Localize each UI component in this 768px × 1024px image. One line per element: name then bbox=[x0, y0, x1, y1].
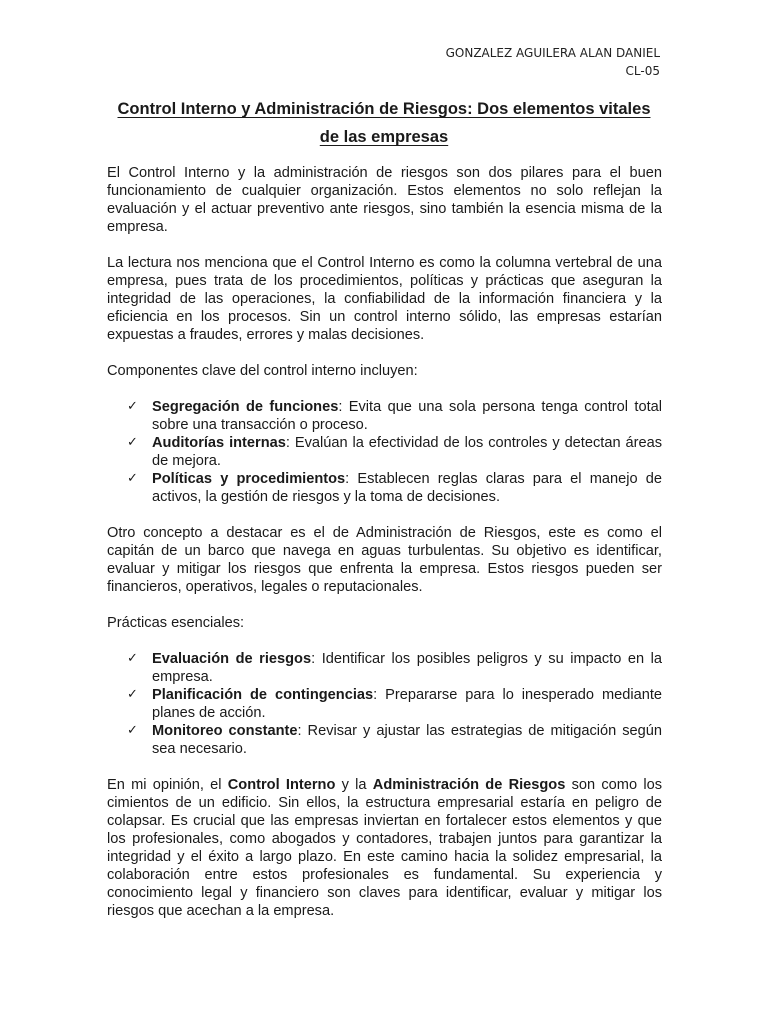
document-title: Control Interno y Administración de Riesgos: Dos elementos vitales de las empresas bbox=[117, 100, 651, 146]
conclusion-term: Administración de Riesgos bbox=[372, 777, 566, 793]
conclusion-text: En mi opinión, el bbox=[107, 777, 228, 793]
list-item-text: : Evita que una sola persona tenga control total sobre una transacción o proceso. bbox=[152, 399, 662, 433]
control-interno-paragraph: La lectura nos menciona que el Control Interno es como la columna vertebral de una empresa, pues trata de los procedimientos, políticas y prácticas que aseguran la integridad de las operaciones, la confiabilidad de la información financiera y la eficiencia en los procesos. Sin un control interno sólido, las empresas estarían expuestas a fraudes, errores y malas decisiones. bbox=[107, 255, 662, 343]
list-item bbox=[127, 470, 662, 506]
conclusion-term: Control Interno bbox=[227, 777, 336, 793]
conclusion-text: y la bbox=[335, 777, 373, 793]
check-mark-icon: ✓ bbox=[127, 399, 138, 414]
conclusion-paragraph bbox=[107, 776, 662, 920]
list-item-text: : Establecen reglas claras para el manejo de activos, la gestión de riesgos y la toma de decisiones. bbox=[152, 471, 662, 505]
list-item-text: : Evalúan la efectividad de los controles y detectan áreas de mejora. bbox=[152, 435, 662, 469]
check-mark-icon: ✓ bbox=[127, 651, 138, 666]
list-item-text: : Prepararse para lo inesperado mediante planes de acción. bbox=[152, 687, 662, 721]
conclusion-text: son como los cimientos de un edificio. Sin ellos, la estructura empresarial estaría en peligro de colapsar. Es crucial que las empresas inviertan en fortalecer estos elementos y que los profesionales, como abogados y contadores, trabajen juntos para garantizar la integridad y el éxito a largo plazo. En este camino hacia la solidez empresarial, la colaboración entre estos profesionales es fundamental. Su experiencia y conocimiento legal y financiero son claves para identificar, evaluar y mitigar los riesgos que acechan a la empresa. bbox=[107, 777, 662, 919]
author-name: GONZALEZ AGUILERA ALAN DANIEL bbox=[445, 46, 660, 60]
document-header bbox=[446, 44, 660, 80]
components-list bbox=[107, 398, 662, 506]
components-intro: Componentes clave del control interno incluyen: bbox=[107, 363, 418, 379]
list-item-term: Políticas y procedimientos bbox=[152, 471, 346, 487]
list-item-term: Evaluación de riesgos bbox=[152, 651, 312, 667]
check-mark-icon: ✓ bbox=[127, 687, 138, 702]
list-item bbox=[127, 686, 662, 722]
list-item bbox=[127, 650, 663, 686]
practices-list bbox=[107, 650, 662, 758]
riesgos-paragraph: Otro concepto a destacar es el de Administración de Riesgos, este es como el capitán de un barco que navega en aguas turbulentas. Su objetivo es identificar, evaluar y mitigar los riesgos que enfrenta la empresa. Estos riesgos pueden ser financieros, operativos, legales o reputacionales. bbox=[107, 525, 662, 595]
list-item-term: Auditorías internas bbox=[152, 435, 286, 451]
list-item bbox=[127, 434, 662, 470]
list-item-text: : Revisar y ajustar las estrategias de mitigación según sea necesario. bbox=[152, 723, 663, 757]
practices-intro: Prácticas esenciales: bbox=[107, 615, 245, 631]
list-item bbox=[127, 722, 663, 758]
check-mark-icon: ✓ bbox=[127, 471, 138, 486]
list-item bbox=[127, 398, 662, 434]
list-item-term: Monitoreo constante bbox=[152, 723, 298, 739]
list-item-text: : Identificar los posibles peligros y su impacto en la empresa. bbox=[152, 651, 663, 685]
list-item-term: Segregación de funciones bbox=[152, 399, 339, 415]
intro-paragraph: El Control Interno y la administración de riesgos son dos pilares para el buen funcionamiento de cualquier organización. Estos elementos no solo reflejan la evaluación y el actuar preventivo ante riesgos, sino también la esencia misma de la empresa. bbox=[107, 165, 662, 235]
list-item-term: Planificación de contingencias bbox=[152, 687, 374, 703]
group-code: CL-05 bbox=[625, 64, 660, 78]
document-body bbox=[107, 164, 662, 938]
check-mark-icon: ✓ bbox=[127, 723, 138, 738]
check-mark-icon: ✓ bbox=[127, 435, 138, 450]
